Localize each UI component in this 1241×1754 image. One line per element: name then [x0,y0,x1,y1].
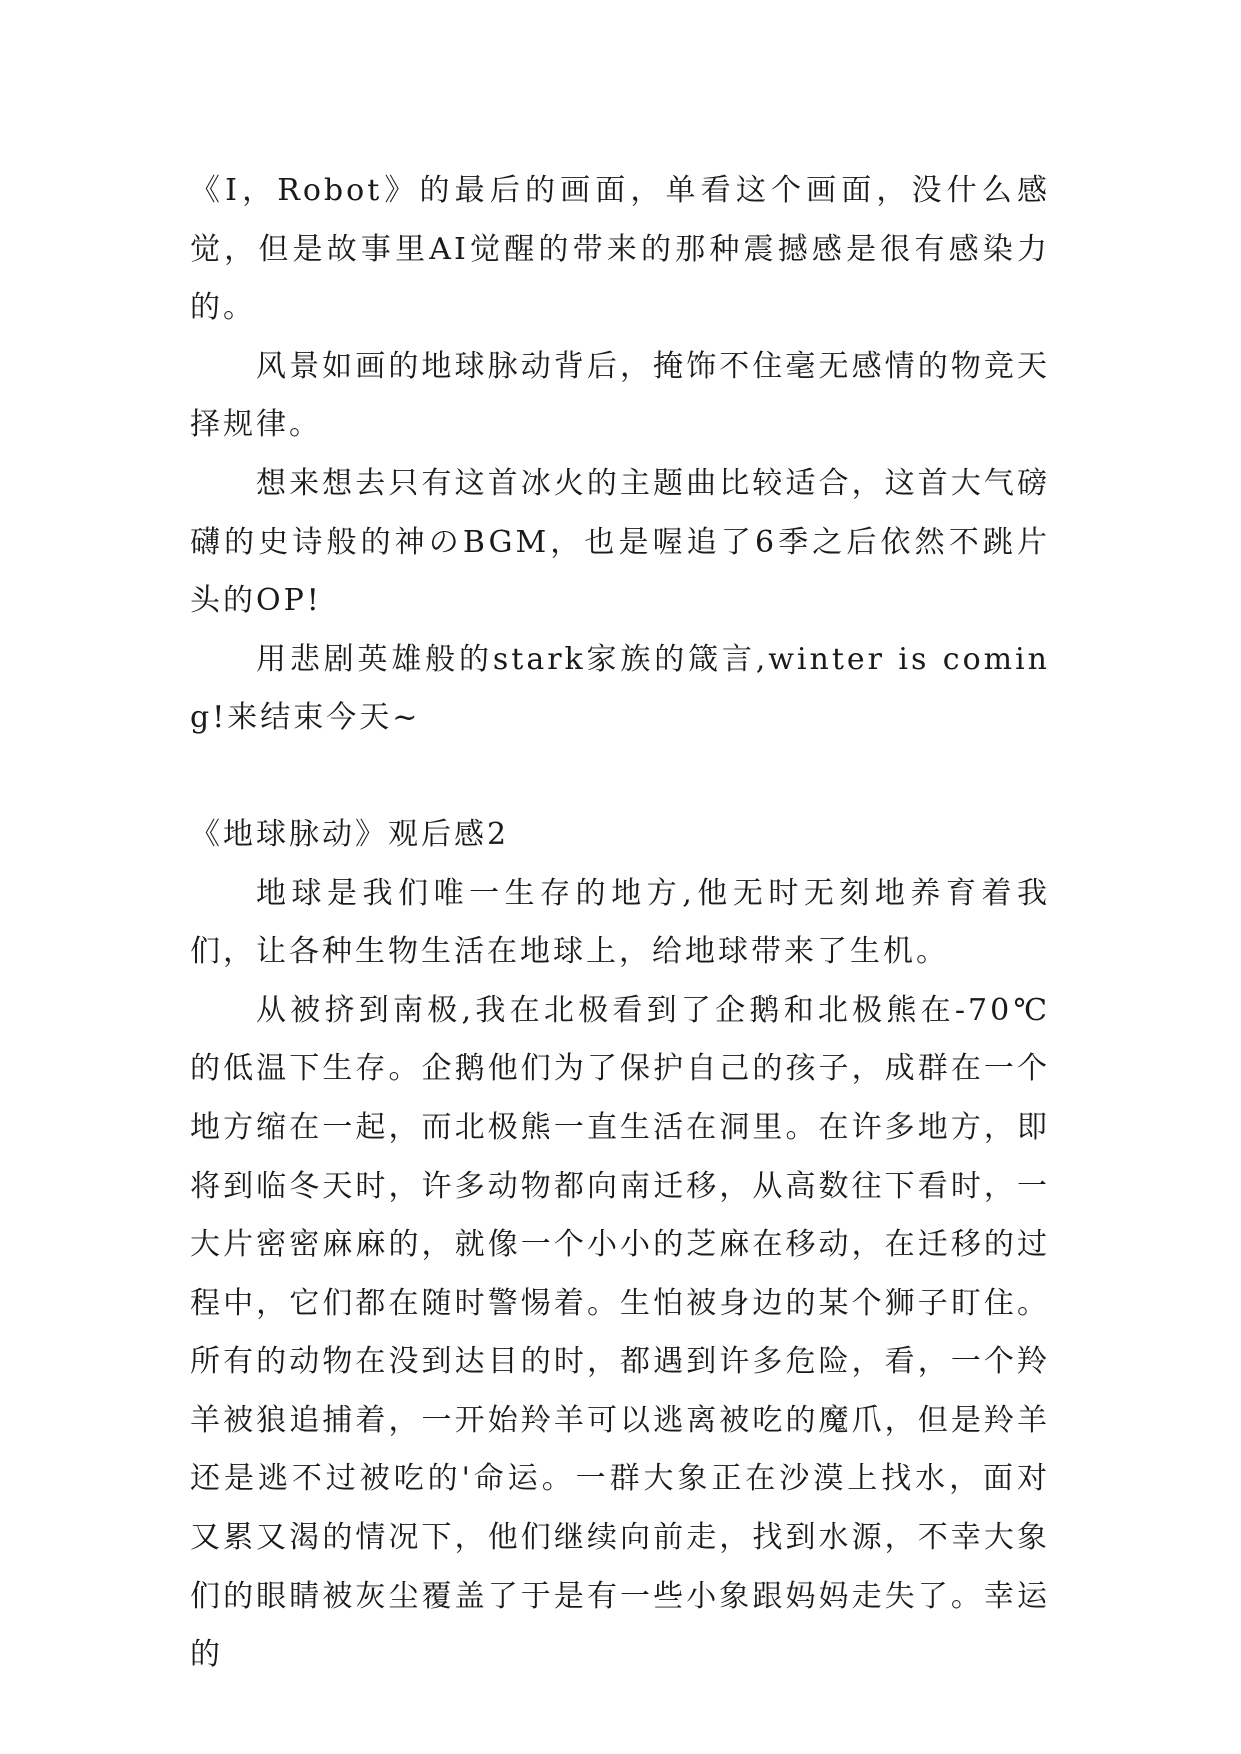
paragraph-winter-is-coming: 用悲剧英雄般的stark家族的箴言,winter is coming!来结束今天~ [190,641,1050,736]
paragraph-animal-migration: 从被挤到南极,我在北极看到了企鹅和北极熊在-70℃的低温下生存。企鹅他们为了保护自己的孩子，成群在一个地方缩在一起，而北极熊一直生活在洞里。在许多地方，即将到临冬天时，许多动物都向南迁移，从高数往下看时，一大片密密麻麻的，就像一个小小的芝麻在移动，在迁移的过程中，它们都在随时警惕着。生怕被身边的某个狮子盯住。所有的动物在没到达目的时，都遇到许多危险，看，一个羚羊被狼追捕着，一开始羚羊可以逃离被吃的魔爪，但是羚羊还是逃不过被吃的'命运。一群大象正在沙漠上找水，面对又累又渴的情况下，他们继续向前走，找到水源，不幸大象们的眼睛被灰尘覆盖了于是有一些小象跟妈妈走失了。幸运的 [190,992,1050,1673]
paragraph-robot-ending: 《I，Robot》的最后的画面，单看这个画面，没什么感觉，但是故事里AI觉醒的带来的那种震撼感是很有感染力的。 [190,173,1050,326]
paragraph-natural-selection: 风景如画的地球脉动背后，掩饰不住毫无感情的物竞天择规律。 [190,348,1050,443]
paragraph-earth-home: 地球是我们唯一生存的地方,他无时无刻地养育着我们，让各种生物生活在地球上，给地球带来了生机。 [190,875,1050,970]
section-title: 《地球脉动》观后感2 [190,816,510,852]
section-spacer [190,748,1050,806]
paragraph-theme-song: 想来想去只有这首冰火的主题曲比较适合，这首大气磅礴的史诗般的神のBGM，也是喔追了6季之后依然不跳片头的OP! [190,465,1050,619]
document-body [190,162,1050,1685]
